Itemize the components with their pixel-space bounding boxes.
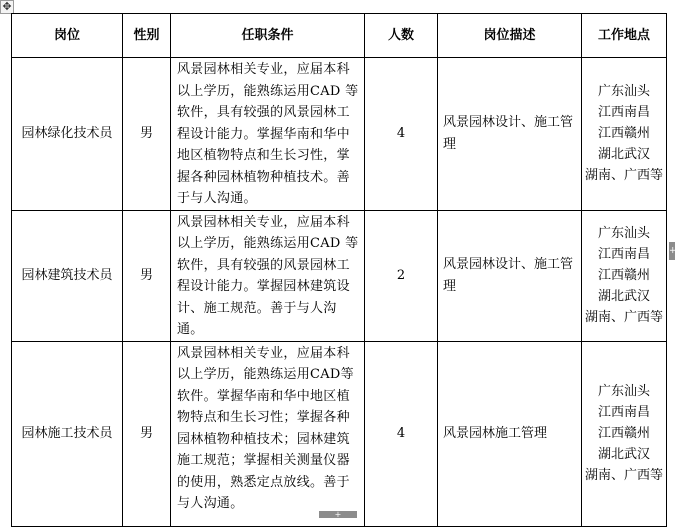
location-line: 江西赣州 [597, 426, 650, 441]
add-column-handle[interactable]: + [669, 242, 675, 260]
cell-position[interactable]: 园林施工技术员 [12, 341, 123, 526]
add-row-handle[interactable]: + [319, 511, 357, 518]
location-line: 江西南昌 [597, 405, 650, 420]
cell-gender[interactable]: 男 [123, 210, 171, 341]
table-row [12, 341, 667, 526]
table-row [12, 210, 667, 341]
cell-gender[interactable]: 男 [123, 341, 171, 526]
location-line: 江西南昌 [597, 247, 650, 262]
location-line: 江西赣州 [597, 268, 650, 283]
header-count[interactable]: 人数 [365, 14, 438, 58]
job-table [11, 13, 667, 527]
table-move-handle-icon[interactable]: ✥ [0, 0, 14, 14]
cell-requirements[interactable]: 风景园林相关专业，应届本科以上学历，能熟练运用CAD 等软件，具有较强的风景园林工程设计能力。掌握华南和华中地区植物特点和生长习性，掌握各种园林植物种植技术。善于与人沟通。 [171, 58, 365, 211]
location-line: 广东汕头 [597, 226, 650, 241]
location-line: 湖北武汉 [597, 289, 650, 304]
header-location[interactable]: 工作地点 [582, 14, 667, 58]
cell-description[interactable]: 风景园林设计、施工管理 [438, 58, 582, 211]
location-line: 广东汕头 [597, 384, 650, 399]
cell-description[interactable]: 风景园林设计、施工管理 [438, 210, 582, 341]
cell-count[interactable]: 4 [365, 58, 438, 211]
header-position[interactable]: 岗位 [12, 14, 123, 58]
header-gender[interactable]: 性别 [123, 14, 171, 58]
cell-requirements[interactable]: 风景园林相关专业，应届本科以上学历，能熟练运用CAD等软件。掌握华南和华中地区植物特点和生长习性；掌握各种园林植物种植技术；园林建筑施工规范；掌握相关测量仪器的使用，熟悉定点放线。善于与人沟通。 [171, 341, 365, 526]
location-line: 江西赣州 [597, 126, 650, 142]
cell-location[interactable] [582, 341, 667, 526]
location-line: 湖南、广西等 [584, 168, 663, 184]
location-line: 江西南昌 [597, 105, 650, 121]
cell-description[interactable]: 风景园林施工管理 [438, 341, 582, 526]
cell-count[interactable]: 4 [365, 341, 438, 526]
cell-position[interactable]: 园林绿化技术员 [12, 58, 123, 211]
table-row [12, 58, 667, 211]
cell-position[interactable]: 园林建筑技术员 [12, 210, 123, 341]
header-row [12, 14, 667, 58]
cell-requirements[interactable]: 风景园林相关专业，应届本科以上学历，能熟练运用CAD 等软件，具有较强的风景园林工程设计能力。掌握园林建筑设计、施工规范。善于与人沟通。 [171, 210, 365, 341]
location-line: 湖北武汉 [597, 147, 650, 163]
cell-count[interactable]: 2 [365, 210, 438, 341]
location-line: 广东汕头 [597, 84, 650, 100]
cell-gender[interactable]: 男 [123, 58, 171, 211]
header-description[interactable]: 岗位描述 [438, 14, 582, 58]
header-requirements[interactable]: 任职条件 [171, 14, 365, 58]
location-line: 湖南、广西等 [584, 468, 663, 483]
location-line: 湖南、广西等 [584, 310, 663, 325]
cell-location[interactable] [582, 210, 667, 341]
cell-location[interactable] [582, 58, 667, 211]
location-line: 湖北武汉 [597, 447, 650, 462]
